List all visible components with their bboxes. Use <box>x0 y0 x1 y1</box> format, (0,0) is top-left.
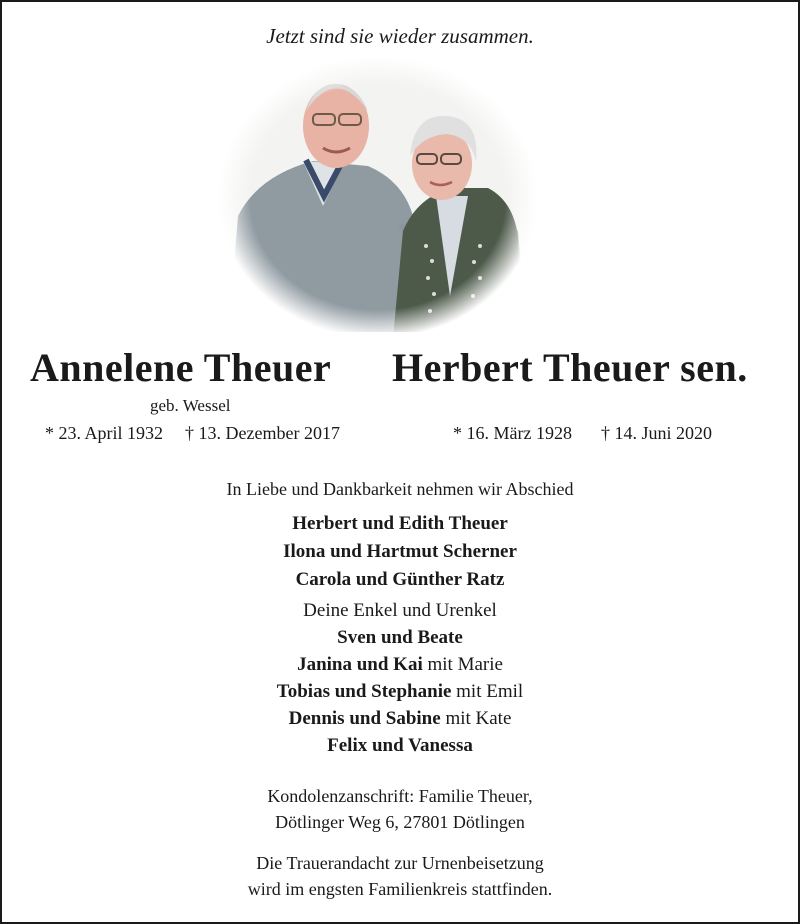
grandchild-entry <box>2 732 798 759</box>
birth-date-annelene: * 23. April 1932 <box>45 423 164 443</box>
birth-name: geb. Wessel <box>150 396 231 415</box>
grandchild-couple: Janina und Kai <box>297 654 423 675</box>
grandchild-couple: Tobias und Stephanie <box>276 681 452 702</box>
header-quote: Jetzt sind sie wieder zusammen. <box>266 24 534 48</box>
name-herbert: Herbert Theuer sen. <box>392 345 748 390</box>
couple-photo <box>218 56 538 338</box>
grandchild-entry <box>2 624 798 651</box>
grandchild-couple: Dennis und Sabine <box>288 708 441 729</box>
family-list <box>2 510 798 594</box>
condolence-line: Kondolenzanschrift: Familie Theuer, <box>267 786 533 806</box>
service-notice <box>2 850 798 902</box>
grandchildren-heading: Deine Enkel und Urenkel <box>303 600 497 621</box>
farewell-intro: In Liebe und Dankbarkeit nehmen wir Abschied <box>226 479 574 499</box>
notice-line: Die Trauerandacht zur Urnenbeisetzung <box>256 853 544 873</box>
grandchild-entry <box>2 678 798 705</box>
grandchild-couple: Sven und Beate <box>337 627 463 648</box>
family-name: Herbert und Edith Theuer <box>292 513 508 534</box>
grandchildren-list <box>2 597 798 759</box>
condolence-address <box>2 783 798 835</box>
name-annelene: Annelene Theuer <box>30 345 332 390</box>
death-date-annelene: † 13. Dezember 2017 <box>185 423 340 443</box>
condolence-line: Dötlinger Weg 6, 27801 Dötlingen <box>275 812 525 832</box>
family-name: Carola und Günther Ratz <box>295 569 505 590</box>
great-grandchild: mit Kate <box>440 708 512 729</box>
family-name: Ilona und Hartmut Scherner <box>283 541 517 562</box>
grandchild-entry <box>2 705 798 732</box>
great-grandchild: mit Emil <box>451 681 524 702</box>
death-date-herbert: † 14. Juni 2020 <box>601 423 713 443</box>
grandchild-entry <box>2 651 798 678</box>
names-row <box>30 344 780 394</box>
birth-date-herbert: * 16. März 1928 <box>453 423 572 443</box>
great-grandchild: mit Marie <box>422 654 503 675</box>
grandchild-couple: Felix und Vanessa <box>327 735 473 756</box>
notice-line: wird im engsten Familienkreis stattfinden. <box>247 879 553 899</box>
